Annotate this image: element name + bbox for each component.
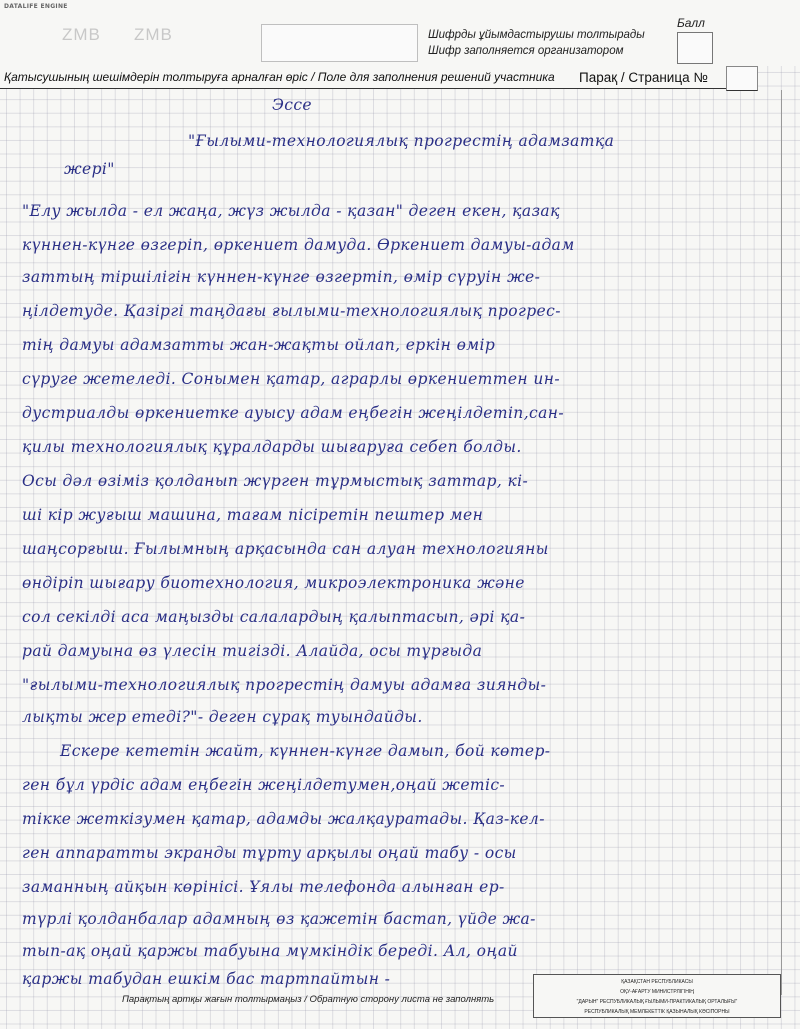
fill-area-label: Қатысушының шешімдерін толтыруға арналған өріс / Поле для заполнения решений участника [4,70,555,84]
cipher-label-kz: Шифрды ұйымдастырушы толтырады [428,29,645,41]
essay-title-line: "Ғылыми-технологиялық прогрестің адамзатқа [188,132,615,150]
essay-line: ген бұл үрдіс адам еңбегін жеңілдетумен,оңай жетіс- [22,776,506,794]
essay-line: шаңсорғыш. Ғылымның арқасында сан алуан технологияны [22,540,549,558]
engine-logo: DATALIFE ENGINE [4,3,68,10]
essay-line: сол секілді аса маңызды салалардың қалыптасып, әрі қа- [22,608,526,626]
page-number-label: Парақ / Страница № [579,70,708,85]
stamp-line: ҚАЗАҚСТАН РЕСПУБЛИКАСЫ [621,979,693,985]
essay-title-line: жері" [64,160,115,178]
essay-line: өндіріп шығару биотехнология, микроэлектроника және [22,574,525,592]
essay-line: ңілдетуде. Қазіргі таңдағы ғылыми-технологиялық прогрес- [22,302,561,320]
essay-line: "ғылыми-технологиялық прогрестің дамуы адамға зиянды- [22,676,547,694]
essay-line: тып-ақ оңай қаржы табуына мүмкіндік береді. Ал, оңай [22,942,518,960]
score-label: Балл [677,16,705,30]
page-number-field[interactable] [726,66,758,91]
stamp-line: РЕСПУБЛИКАЛЫҚ МЕМЛЕКЕТТІК ҚАЗЫНАЛЫҚ КӘСІПОРНЫ [584,1009,730,1015]
header [0,0,800,66]
essay-line: рай дамуына өз үлесін тигізді. Алайда, осы тұрғыда [22,642,483,660]
zmb-watermark-right: ZMB [134,25,173,44]
essay-line: тің дамуы адамзатты жан-жақты ойлап, еркін өмір [22,336,496,354]
footer-note: Парақтың артқы жағын толтырмаңыз / Обратную сторону листа не заполнять [122,994,495,1005]
essay-line: лықты жер етеді?"- деген сұрақ туындайды. [22,708,423,726]
essay-line: "Елу жылда - ел жаңа, жүз жылда - қазан" деген екен, қазақ [22,202,560,220]
stamp-line: "ДАРЫН" РЕСПУБЛИКАЛЫҚ ҒЫЛЫМИ-ПРАКТИКАЛЫҚ ОРТАЛЫҒЫ" [576,999,738,1005]
essay-line: заттың тіршілігін күннен-күнге өзгертіп, өмір сүруін же- [22,268,541,286]
organization-stamp [533,974,781,1018]
essay-line: күннен-күнге өзгеріп, өркениет дамуда. Өркениет дамуы-адам [22,236,575,254]
essay-line: түрлі қолданбалар адамның өз қажетін бастап, үйде жа- [22,910,536,928]
essay-line: Осы дәл өзіміз қолданып жүрген тұрмыстық заттар, кі- [22,472,529,490]
zmb-watermark-left: ZMB [62,25,101,44]
essay-line: қилы технологиялық құралдарды шығаруға себеп болды. [22,438,522,456]
cipher-label-ru: Шифр заполняется организатором [428,45,624,57]
essay-line: Ескере кететін жайт, күннен-күнге дамып, бой көтер- [60,742,551,760]
score-field[interactable] [677,32,713,64]
essay-line: ші кір жуғыш машина, тағам пісіретін пештер мен [22,506,484,524]
essay-line: сүруге жетеледі. Сонымен қатар, аграрлы өркениеттен ин- [22,370,560,388]
essay-line: заманның айқын көрінісі. Ұялы телефонда алынған ер- [22,878,505,896]
essay-line: ген аппаратты экранды тұрту арқылы оңай табу - осы [22,844,517,862]
essay-line: дустриалды өркениетке ауысу адам еңбегін жеңілдетіп,сан- [22,404,564,422]
essay-heading: Эссе [272,96,312,114]
right-margin-rule [781,90,782,995]
stamp-line: ОҚУ-АҒАРТУ МИНИСТРЛІГІНІҢ [620,989,694,995]
essay-line: қаржы табудан ешкім бас тартпайтын - [22,970,391,988]
cipher-field[interactable] [261,24,418,62]
essay-line: тікке жеткізумен қатар, адамды жалқауратады. Қаз-кел- [22,810,545,828]
